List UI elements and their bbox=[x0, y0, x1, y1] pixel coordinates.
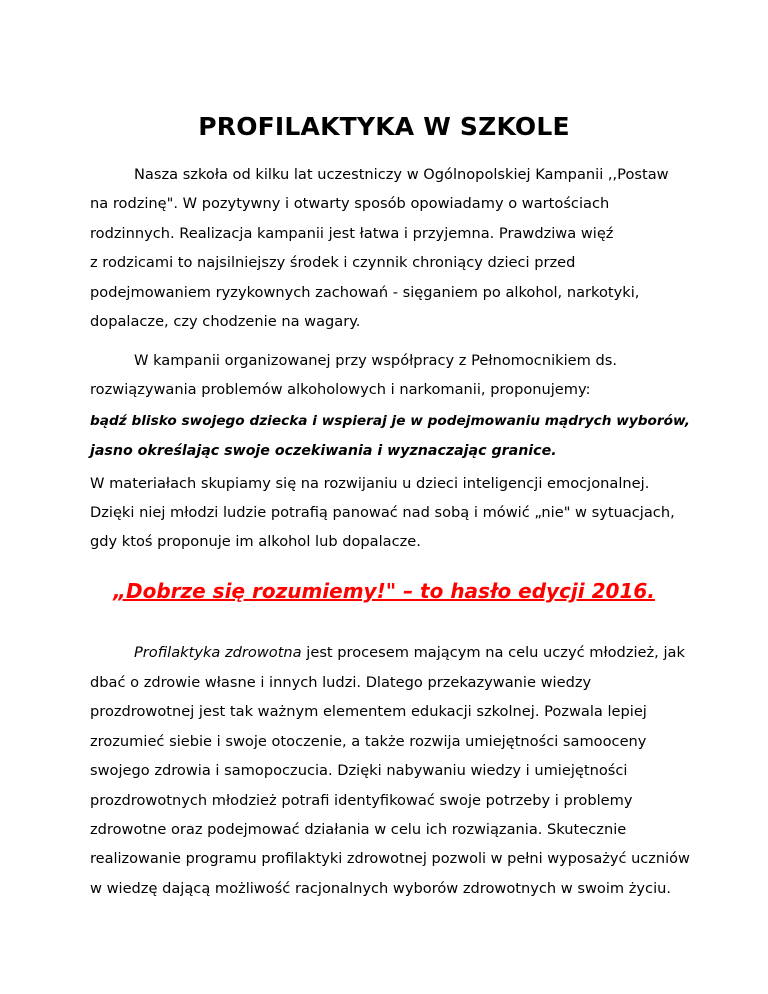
paragraph-1-line-3: rodzinnych. Realizacja kampanii jest łatwa i przyjemna. Prawdziwa więź bbox=[90, 225, 614, 242]
paragraph-2-line-2: rozwiązywania problemów alkoholowych i narkomanii, proponujemy: bbox=[90, 381, 591, 398]
paragraph-2-line-1: W kampanii organizowanej przy współpracy z Pełnomocnikiem ds. bbox=[134, 352, 617, 369]
paragraph-1-line-2: na rodzinę". W pozytywny i otwarty sposób opowiadamy o wartościach bbox=[90, 195, 610, 212]
paragraph-2-line-7: gdy ktoś proponuje im alkohol lub dopalacze. bbox=[90, 533, 421, 550]
paragraph-1-line-6: dopalacze, czy chodzenie na wagary. bbox=[90, 313, 361, 330]
paragraph-2-emphasis-line-1: bądź blisko swojego dziecka i wspieraj je w podejmowaniu mądrych wyborów, bbox=[90, 413, 690, 429]
page-title: PROFILAKTYKA W SZKOLE bbox=[198, 112, 570, 141]
campaign-slogan: „Dobrze się rozumiemy!" – to hasło edycji 2016. bbox=[113, 579, 655, 603]
paragraph-3-line-1-rest: jest procesem mającym na celu uczyć młodzież, jak bbox=[301, 644, 685, 661]
paragraph-3-line-6: prozdrowotnych młodzież potrafi identyfikować swoje potrzeby i problemy bbox=[90, 792, 633, 809]
paragraph-2-line-5: W materiałach skupiamy się na rozwijaniu u dzieci inteligencji emocjonalnej. bbox=[90, 475, 650, 492]
paragraph-1-line-4: z rodzicami to najsilniejszy środek i czynnik chroniący dzieci przed bbox=[90, 254, 576, 271]
paragraph-3-line-9: w wiedzę dającą możliwość racjonalnych wyborów zdrowotnych w swoim życiu. bbox=[90, 880, 672, 897]
paragraph-2-emphasis-line-2: jasno określając swoje oczekiwania i wyznaczając granice. bbox=[90, 443, 557, 459]
paragraph-3-line-2: dbać o zdrowie własne i innych ludzi. Dlatego przekazywanie wiedzy bbox=[90, 674, 592, 691]
paragraph-3-line-8: realizowanie programu profilaktyki zdrowotnej pozwoli w pełni wyposażyć uczniów bbox=[90, 851, 690, 867]
paragraph-2-line-6: Dzięki niej młodzi ludzie potrafią panować nad sobą i mówić „nie" w sytuacjach, bbox=[90, 504, 675, 521]
paragraph-3-line-4: zrozumieć siebie i swoje otoczenie, a także rozwija umiejętności samooceny bbox=[90, 733, 647, 750]
profilaktyka-zdrowotna-term: Profilaktyka zdrowotna bbox=[134, 644, 302, 661]
paragraph-3-line-5: swojego zdrowia i samopoczucia. Dzięki nabywaniu wiedzy i umiejętności bbox=[90, 762, 628, 779]
paragraph-1-line-1: Nasza szkoła od kilku lat uczestniczy w Ogólnopolskiej Kampanii ,,Postaw bbox=[134, 166, 669, 183]
paragraph-3-line-3: prozdrowotnej jest tak ważnym elementem edukacji szkolnej. Pozwala lepiej bbox=[90, 703, 647, 720]
paragraph-3-line-7: zdrowotne oraz podejmować działania w celu ich rozwiązania. Skutecznie bbox=[90, 821, 627, 838]
paragraph-1-line-5: podejmowaniem ryzykownych zachowań - sięganiem po alkohol, narkotyki, bbox=[90, 284, 640, 301]
paragraph-3-line-1 bbox=[134, 643, 685, 663]
